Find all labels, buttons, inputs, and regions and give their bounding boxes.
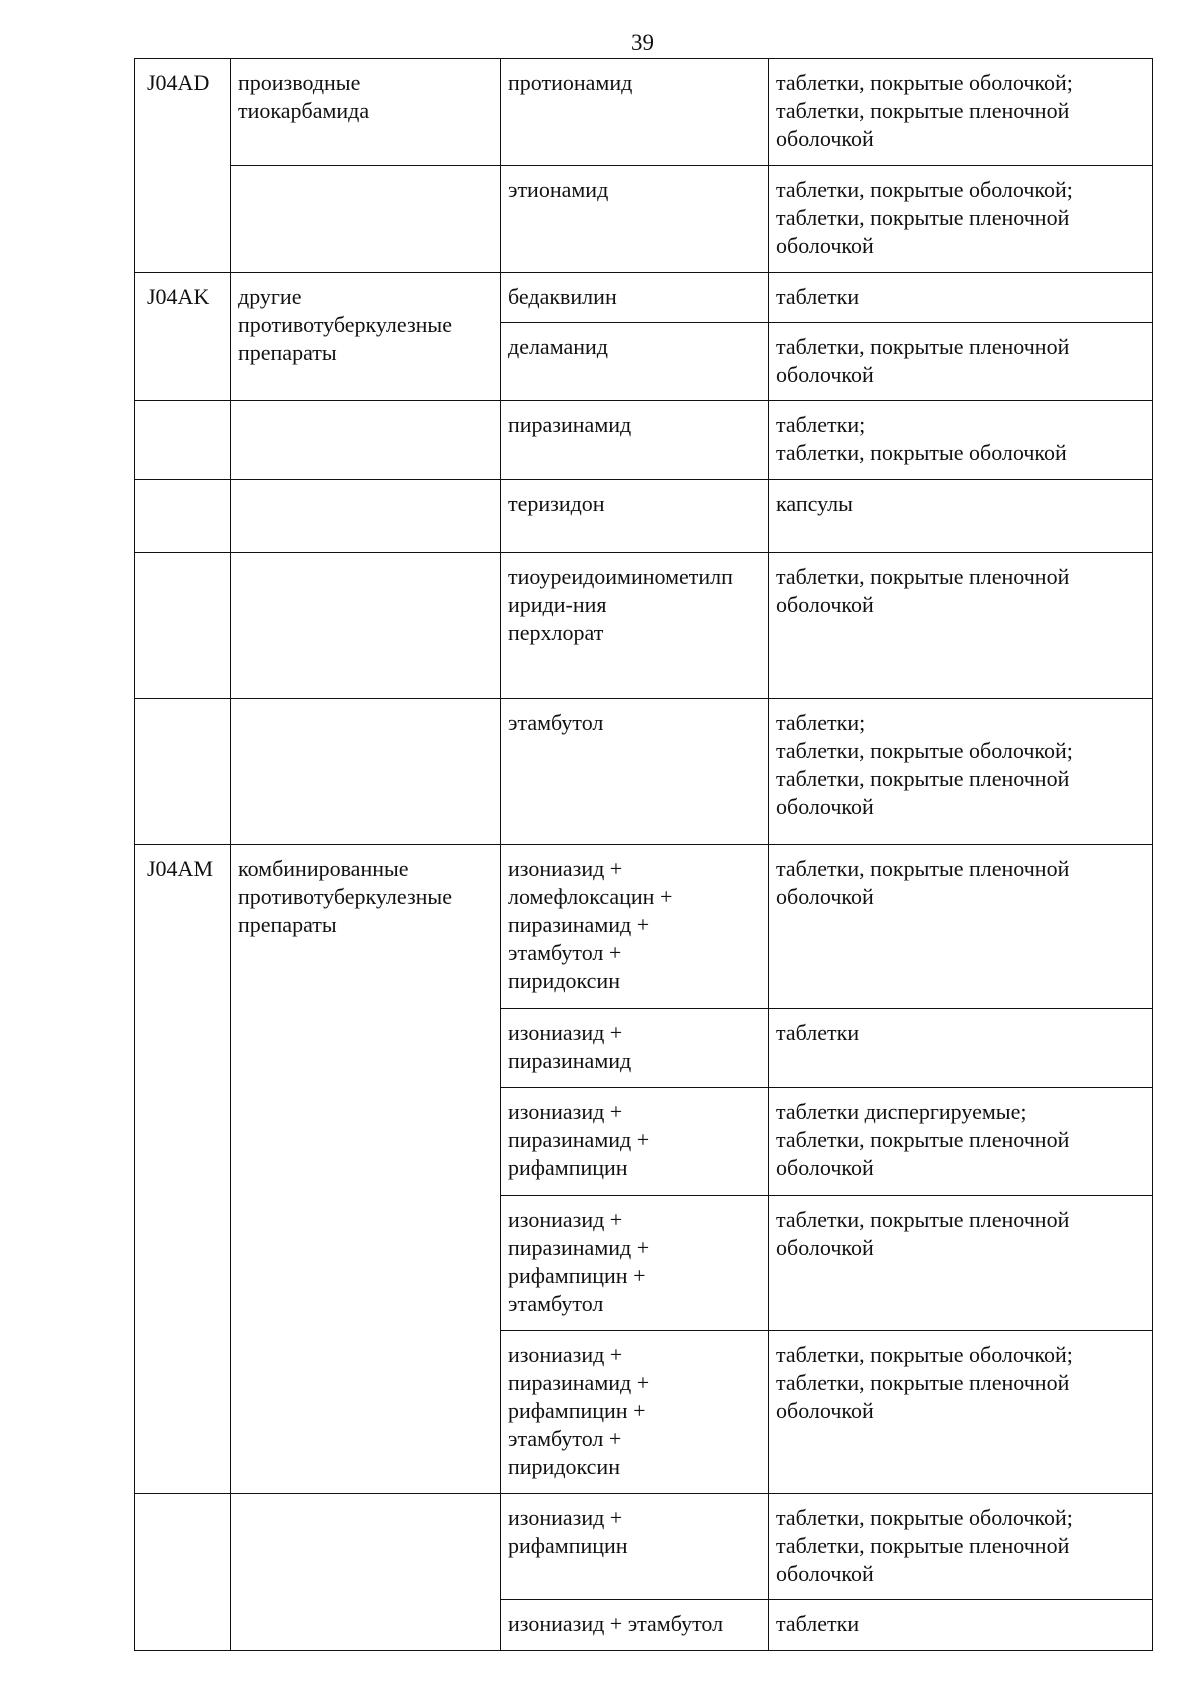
dosage-form: таблетки, покрытые оболочкой; таблетки, покрытые пленочной оболочкой	[769, 59, 1153, 166]
group-name: производные тиокарбамида	[231, 59, 501, 166]
group-name	[231, 699, 501, 845]
drug-name: изониазид + этамбутол	[501, 1600, 769, 1651]
group-name	[231, 401, 501, 480]
table-row	[135, 845, 1153, 1009]
dosage-form: таблетки	[769, 1600, 1153, 1651]
group-name	[231, 553, 501, 699]
dosage-form: капсулы	[769, 480, 1153, 553]
atc-code	[135, 553, 231, 699]
drug-name: бедаквилин	[501, 273, 769, 323]
dosage-form: таблетки, покрытые пленочной оболочкой	[769, 323, 1153, 401]
table-row	[135, 553, 1153, 699]
drug-name: изониазид + пиразинамид + рифампицин	[501, 1088, 769, 1196]
atc-code: J04AK	[135, 273, 231, 401]
dosage-form: таблетки, покрытые пленочной оболочкой	[769, 845, 1153, 1009]
atc-code	[135, 480, 231, 553]
atc-code: J04AM	[135, 845, 231, 1494]
dosage-form: таблетки	[769, 273, 1153, 323]
drug-name: изониазид + пиразинамид + рифампицин + этамбутол + пиридоксин	[501, 1331, 769, 1494]
group-name: комбинированные противотуберкулезные препараты	[231, 845, 501, 1494]
dosage-form: таблетки, покрытые пленочной оболочкой	[769, 553, 1153, 699]
page-number: 39	[631, 30, 654, 55]
dosage-form: таблетки, покрытые оболочкой; таблетки, покрытые пленочной оболочкой	[769, 1494, 1153, 1600]
drug-name: тиоуреидоиминометилп ириди-ния перхлорат	[501, 553, 769, 699]
dosage-form: таблетки; таблетки, покрытые оболочкой; таблетки, покрытые пленочной оболочкой	[769, 699, 1153, 845]
table-row	[135, 273, 1153, 323]
drug-name: этамбутол	[501, 699, 769, 845]
atc-code	[135, 401, 231, 480]
table-row	[135, 401, 1153, 480]
dosage-form: таблетки	[769, 1009, 1153, 1088]
drug-name: этионамид	[501, 166, 769, 273]
table-row	[135, 699, 1153, 845]
atc-code	[135, 1494, 231, 1651]
dosage-form: таблетки, покрытые оболочкой; таблетки, покрытые пленочной оболочкой	[769, 1331, 1153, 1494]
atc-code: J04AD	[135, 59, 231, 273]
drug-name: изониазид + пиразинамид	[501, 1009, 769, 1088]
table-row	[135, 1494, 1153, 1600]
atc-code	[135, 699, 231, 845]
dosage-form: таблетки; таблетки, покрытые оболочкой	[769, 401, 1153, 480]
drug-name: изониазид + пиразинамид + рифампицин + этамбутол	[501, 1196, 769, 1331]
group-name	[231, 480, 501, 553]
table-row	[135, 480, 1153, 553]
group-name	[231, 1494, 501, 1651]
dosage-form: таблетки, покрытые оболочкой; таблетки, покрытые пленочной оболочкой	[769, 166, 1153, 273]
dosage-form: таблетки, покрытые пленочной оболочкой	[769, 1196, 1153, 1331]
dosage-form: таблетки диспергируемые; таблетки, покрытые пленочной оболочкой	[769, 1088, 1153, 1196]
table-row	[135, 59, 1153, 166]
drug-name: протионамид	[501, 59, 769, 166]
drug-table	[134, 58, 1153, 1651]
drug-name: теризидон	[501, 480, 769, 553]
table-row	[135, 166, 1153, 273]
drug-name: изониазид + рифампицин	[501, 1494, 769, 1600]
group-name	[231, 166, 501, 273]
group-name: другие противотуберкулезные препараты	[231, 273, 501, 401]
drug-name: деламанид	[501, 323, 769, 401]
drug-name: пиразинамид	[501, 401, 769, 480]
drug-name: изониазид + ломефлоксацин + пиразинамид + этамбутол + пиридоксин	[501, 845, 769, 1009]
